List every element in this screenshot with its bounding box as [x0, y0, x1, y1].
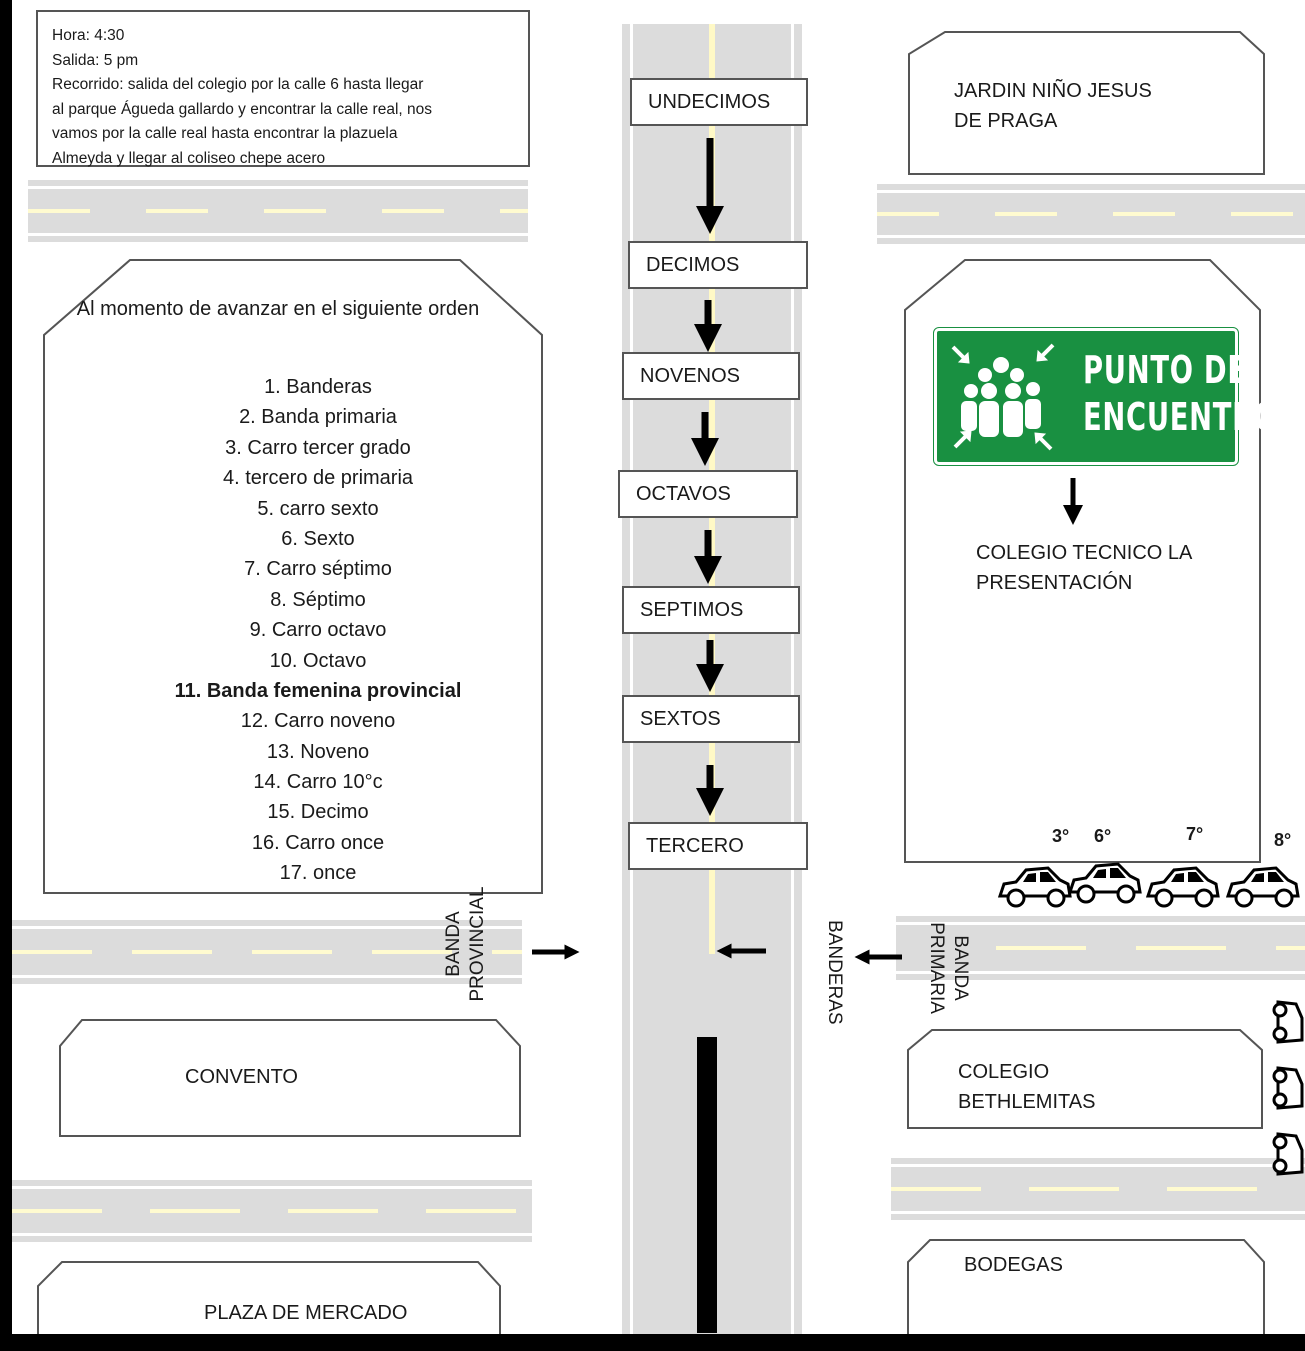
people-gathering-icon	[941, 331, 1081, 462]
group-label-septimos: SEPTIMOS	[622, 586, 800, 634]
car-icon	[1000, 868, 1070, 906]
car-label: 3°	[1052, 826, 1070, 846]
group-label-sextos: SEXTOS	[622, 695, 800, 743]
list-item: 9. Carro octavo	[249, 619, 387, 642]
recorrido-line: vamos por la calle real hasta encontrar la plazuela	[52, 125, 398, 142]
salida-text: Salida: 5 pm	[52, 51, 139, 69]
convento-label: CONVENTO	[185, 1066, 298, 1088]
list-item: 15. Decimo	[267, 801, 369, 824]
group-label-novenos: NOVENOS	[622, 352, 800, 400]
group-label-octavos: OCTAVOS	[618, 470, 798, 518]
bodegas-label: BODEGAS	[964, 1254, 1063, 1276]
frame-border-bottom	[0, 1334, 1305, 1351]
list-item: 17. once	[279, 862, 357, 885]
banderas-label: BANDERAS	[824, 920, 845, 1025]
list-item: 7. Carro séptimo	[244, 558, 392, 581]
list-item: 16. Carro once	[251, 831, 385, 854]
list-item: 2. Banda primaria	[239, 406, 397, 429]
list-item: 14. Carro 10°c	[253, 771, 383, 794]
car-icon	[1070, 864, 1140, 902]
car-icon	[1228, 868, 1298, 906]
hora-text: Hora: 4:30	[52, 27, 125, 44]
group-label-tercero: TERCERO	[628, 822, 808, 870]
jardin-label: JARDIN NIÑO JESUS DE PRAGA	[954, 80, 1152, 132]
cars-row	[990, 858, 1305, 914]
list-item: 3. Carro tercer grado	[225, 436, 411, 459]
car-label: 8°	[1274, 830, 1292, 850]
recorrido-line: al parque Águeda gallardo y encontrar la calle real, nos	[52, 100, 432, 118]
car-label: 7°	[1186, 824, 1204, 844]
sign-text: PUNTO DE ENCUENTRO	[1083, 348, 1278, 439]
bethlemitas-label: COLEGIO BETHLEMITAS	[958, 1061, 1096, 1113]
recorrido-line: Recorrido: salida del colegio por la calle 6 hasta llegar	[52, 76, 424, 93]
plaza-label: PLAZA DE MERCADO	[204, 1302, 408, 1324]
recorrido-line: Almeyda y llegar al coliseo chepe acero	[52, 149, 326, 167]
car-label: 6°	[1094, 826, 1112, 846]
list-item: 5. carro sexto	[257, 497, 379, 520]
group-label-decimos: DECIMOS	[628, 241, 808, 289]
cars-column	[1266, 996, 1305, 1192]
list-item: 10. Octavo	[269, 649, 367, 672]
list-item: 4. tercero de primaria	[222, 467, 414, 490]
car-icon	[1148, 868, 1218, 906]
banda-primaria-label: BANDA PRIMARIA	[926, 922, 971, 1014]
list-item: 11. Banda femenina provincial	[174, 679, 462, 702]
punto-de-encuentro-sign	[934, 328, 1278, 465]
list-item: 13. Noveno	[266, 740, 370, 763]
colegio-tecnico-label: COLEGIO TECNICO LA PRESENTACIÓN	[976, 542, 1193, 594]
banda-provincial-label: BANDA PROVINCIAL	[443, 886, 488, 1002]
group-label-undecimos: UNDECIMOS	[630, 78, 808, 126]
order-title: Al momento de avanzar en el siguiente orden	[76, 298, 480, 320]
list-item: 8. Séptimo	[270, 588, 366, 611]
list-item: 1. Banderas	[264, 376, 372, 398]
list-item: 6. Sexto	[281, 527, 355, 550]
list-item: 12. Carro noveno	[240, 710, 396, 733]
